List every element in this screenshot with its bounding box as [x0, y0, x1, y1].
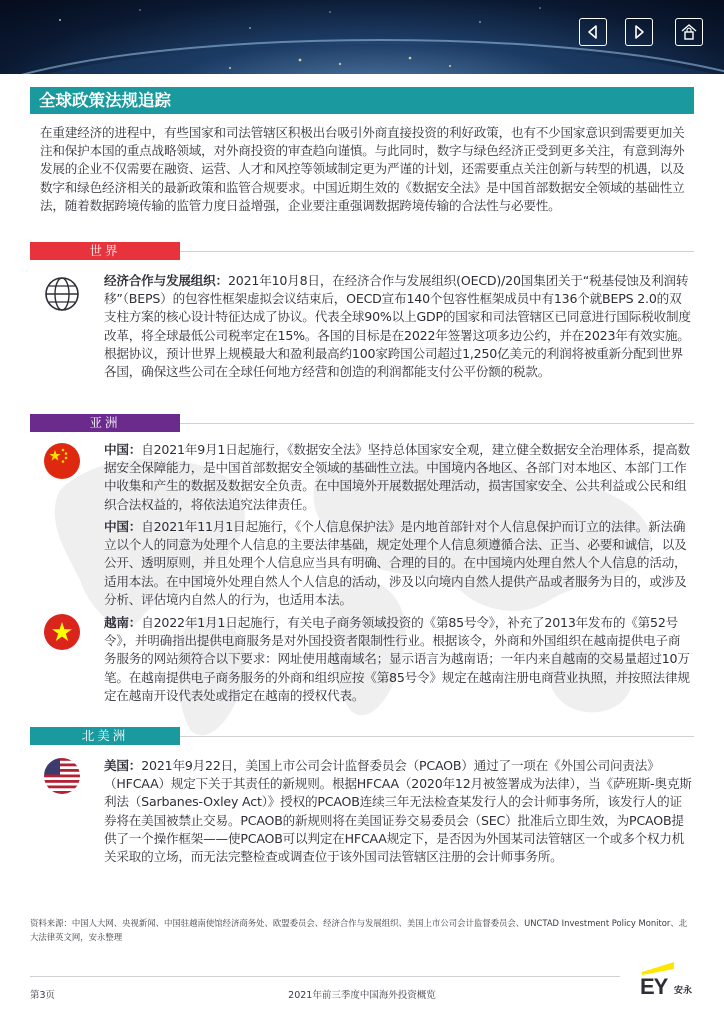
usa-flag-icon	[44, 758, 80, 794]
entry-text: 自2021年9月1日起施行，《数据安全法》坚持总体国家安全观，建立健全数据安全治理体系，提高数据安全保障能力，是中国首部数据安全领域的基础性立法。中国境内各地区、各部门对本地区、本部门工作中收集和产生的数据及数据安全负责。在中国境外开展数据处理活动，损害国家安全、公共利益或公民和组织合法权益的，将依法追究法律责任。	[104, 442, 690, 512]
divider	[180, 251, 694, 252]
entry-vietnam	[104, 614, 692, 705]
ey-logo-text: EY	[640, 974, 668, 999]
entry-oecd	[104, 272, 692, 381]
forward-button[interactable]	[625, 18, 653, 46]
page-title: 全球政策法规追踪	[30, 87, 694, 114]
region-tag-world: 世界	[30, 242, 180, 260]
entry-text: 2021年9月22日，美国上市公司会计监督委员会（PCAOB）通过了一项在《外国公司问责法》（HFCAA）规定下关于其责任的新规则。根据HFCAA（2020年12月被签署成为法律），当《萨班斯-奥克斯利法（Sarbanes-Oxley Act）》授权的PCAOB连续三年无法检查某发行人的会计师事务所，该发行人的证券将在美国被禁止交易。PCAOB的新规则将在美国证券交易委员会（SEC）批准后立即生效，为PCAOB提供了一个操作框架——使PCAOB可以判定在HFCAA规定下，是否因为外国某司法管辖区一个或多个权力机关采取的立场，而无法完整检查或调查位于该外国司法管辖区注册的会计师事务所。	[104, 758, 692, 865]
forward-icon	[631, 24, 647, 40]
source-note: 资料来源：中国人大网、央视新闻、中国驻越南使馆经济商务处、欧盟委员会、经济合作与发展组织、美国上市公司会计监督委员会、UNCTAD Investment Policy Monitor、北大法律英文网，安永整理	[30, 918, 688, 942]
back-button[interactable]	[579, 18, 607, 46]
home-lock-button[interactable]	[675, 18, 703, 46]
entry-lead: 中国：	[104, 519, 142, 534]
page-number: 第3页	[30, 990, 56, 1001]
ey-logo-cn: 安永	[674, 986, 693, 996]
vietnam-flag-icon	[44, 614, 80, 650]
divider	[180, 736, 694, 737]
entry-lead: 经济合作与发展组织：	[104, 273, 228, 288]
entry-lead: 中国：	[104, 442, 142, 457]
globe-icon	[44, 276, 80, 312]
entry-text: 自2021年11月1日起施行，《个人信息保护法》是内地首部针对个人信息保护而订立的法律。新法确立以个人的同意为处理个人信息的主要法律基础，规定处理个人信息须遵循合法、正当、必要和诚信，以及公开、透明原则，并且处理个人信息应当具有明确、合理的目的。在中国境内处理自然人个人信息的活动，适用本法。在中国境外处理自然人个人信息的活动，涉及以向境内自然人提供产品或者服务为目的，或涉及分析、评估境内自然人的行为，也适用本法。	[104, 519, 687, 607]
entry-lead: 美国：	[104, 758, 142, 773]
lock-icon	[680, 23, 698, 41]
entry-usa	[104, 757, 692, 866]
ey-logo	[640, 960, 700, 1000]
divider	[180, 423, 694, 424]
entry-china-data-security	[104, 441, 692, 514]
footer-title: 2021年前三季度中国海外投资概览	[288, 990, 436, 1001]
china-flag-icon	[44, 443, 80, 479]
earth-lights-graphic	[0, 0, 724, 74]
entry-text: 自2022年1月1日起施行，有关电子商务领域投资的《第85号令》，补充了2013年发布的《第52号令》，并明确指出提供电商服务是对外国投资者限制性行业。根据该令，外商和外国组织在越南提供电子商务服务的网站须符合以下要求：网址使用越南域名；显示语言为越南语；一年内来自越南的交易量超过10万笔。在越南提供电子商务服务的外商和组织应按《第85号令》规定在越南注册电商营业执照，并按照法律规定在越南开设代表处或指定在越南的授权代表。	[104, 615, 690, 703]
space-banner	[0, 0, 724, 74]
intro-paragraph: 在重建经济的进程中，有些国家和司法管辖区积极出台吸引外商直接投资的利好政策，也有不少国家意识到需要更加关注和保护本国的重点战略领域，对外商投资的审查趋向谨慎。与此同时，数字与绿色经济正受到更多关注，有意到海外发展的企业不仅需要在融资、运营、人才和风控等领域制定更为严谨的计划，还需要重点关注创新与转型的机遇，以及数字和绿色经济相关的最新政策和监管合规要求。中国近期生效的《数据安全法》是中国首部数据安全领域的基础性立法，随着数据跨境传输的监管力度日益增强，企业要注重强调数据跨境传输的合法性与必要性。	[40, 125, 685, 213]
region-tag-north-america: 北美洲	[30, 727, 180, 745]
back-icon	[585, 24, 601, 40]
entry-china-pipl	[104, 518, 692, 609]
region-tag-asia: 亚洲	[30, 414, 180, 432]
footer-divider	[30, 976, 620, 977]
entry-text: 2021年10月8日，在经济合作与发展组织(OECD)/20国集团关于“税基侵蚀及利润转移”（BEPS）的包容性框架虚拟会议结束后，OECD宣布140个包容性框架成员中有136个就BEPS 2.0的双支柱方案的核心设计特征达成了协议。代表全球90%以上GDP的国家和司法管辖区已同意进行国际税收制度改革，将全球最低公司税率定在15%。各国的目标是在2022年签署这项多边公约，并在2023年有效实施。根据协议，预计世界上规模最大和盈利最高约100家跨国公司超过1,250亿美元的利润将被重新分配到世界各国，确保这些公司在全球任何地方经营和创造的利润都能支付公平份额的税款。	[104, 273, 691, 380]
entry-lead: 越南：	[104, 615, 142, 630]
